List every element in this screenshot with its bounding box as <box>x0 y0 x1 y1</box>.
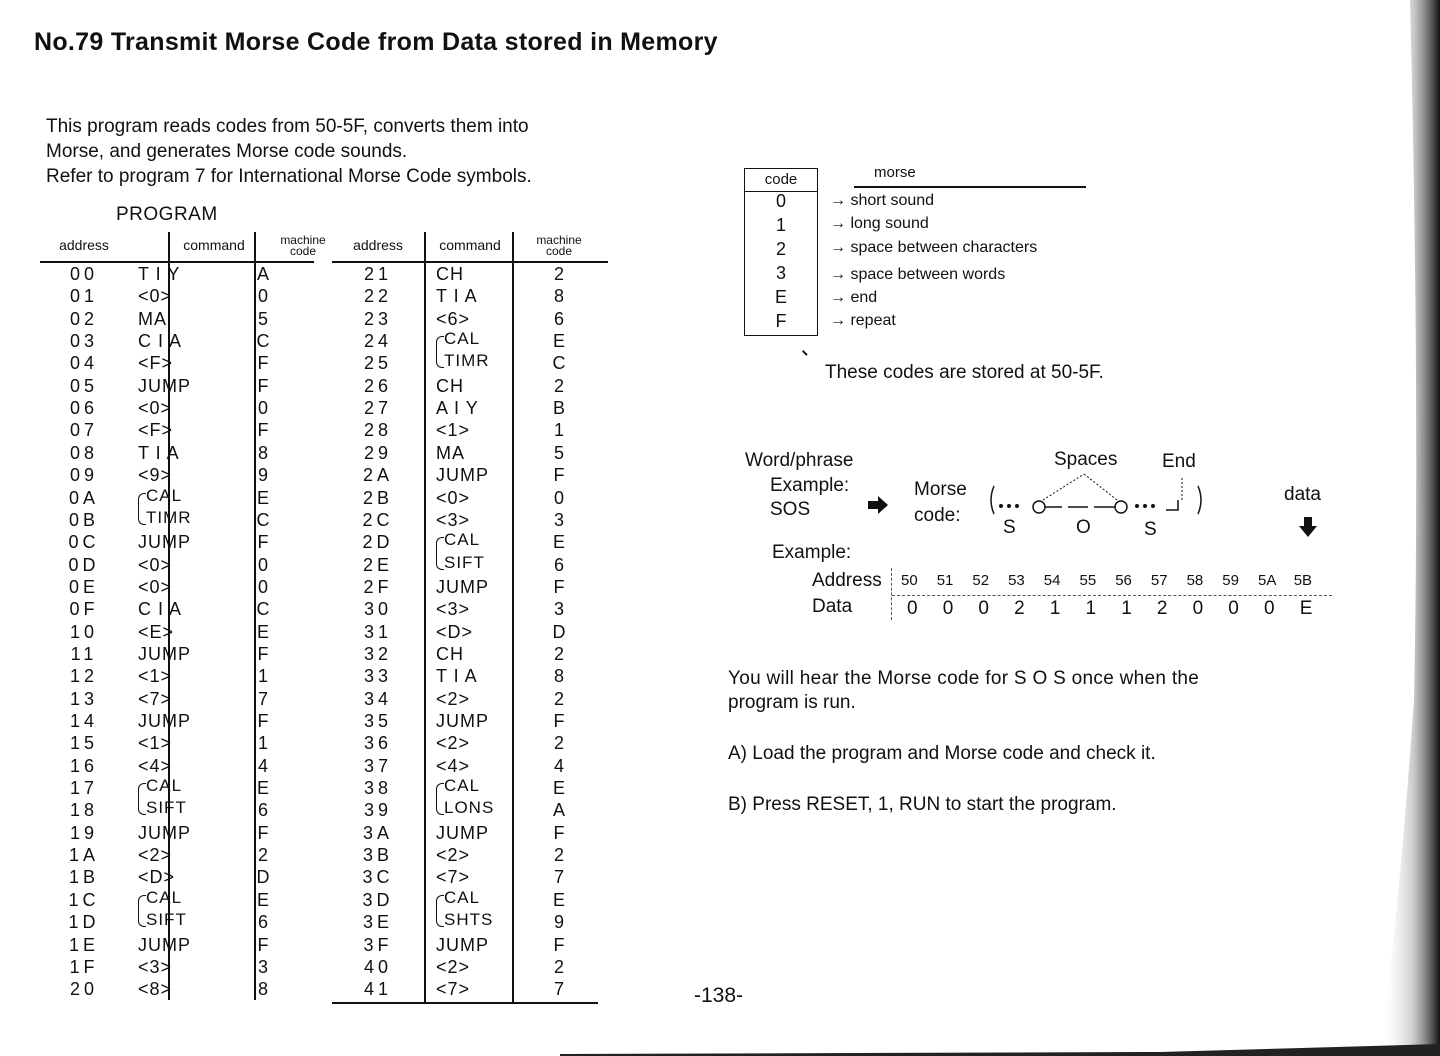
row-address: 06 <box>69 398 99 419</box>
code-value: 1 <box>775 215 786 235</box>
data-row-label: Data <box>812 596 853 617</box>
row-command: TIMR <box>146 507 192 527</box>
row-machine-code: 1 <box>553 420 564 441</box>
row-command: <0> <box>138 286 173 307</box>
word-phrase-label: Word/phrase <box>745 450 854 471</box>
row-command: C I A <box>138 599 183 620</box>
cal-bracket <box>436 783 444 800</box>
cal-bracket <box>138 509 146 525</box>
row-command: <2> <box>436 688 471 709</box>
example-data-value: 2 <box>1014 598 1025 619</box>
row-command: MA <box>436 442 465 463</box>
cal-bracket <box>436 799 444 815</box>
row-machine-code: 3 <box>257 956 268 977</box>
row-address: 34 <box>363 688 393 709</box>
row-machine-code: F <box>257 934 269 955</box>
row-machine-code: 8 <box>553 666 564 687</box>
row-address: 15 <box>69 733 99 754</box>
row-command: <3> <box>436 599 471 620</box>
code-value: 0 <box>775 191 786 211</box>
row-address: 32 <box>363 643 393 664</box>
note-pointer <box>802 350 807 355</box>
description-line: You will hear the Morse code for S O S once when the <box>728 668 1200 689</box>
step-b: B) Press RESET, 1, RUN to start the program. <box>728 794 1117 815</box>
row-machine-code: B <box>552 398 565 419</box>
row-address: 01 <box>69 286 99 307</box>
row-address: 07 <box>69 420 99 441</box>
example-address: 57 <box>1150 572 1168 589</box>
row-machine-code: F <box>257 532 269 553</box>
row-machine-code: 7 <box>257 688 268 709</box>
row-address: 1B <box>68 867 100 888</box>
cal-bracket <box>436 352 444 368</box>
row-command: A I Y <box>436 398 479 419</box>
code-meaning: → space between words <box>830 266 1006 283</box>
code-value: E <box>774 287 787 307</box>
row-machine-code: 4 <box>553 755 564 776</box>
row-address: 0D <box>68 554 100 575</box>
example-data-value: 1 <box>1121 598 1132 619</box>
row-machine-code: 1 <box>257 733 268 754</box>
row-machine-code: 8 <box>553 286 564 307</box>
row-address: 0C <box>68 532 100 553</box>
row-address: 14 <box>69 711 99 731</box>
example-data-value: 0 <box>978 598 989 619</box>
row-machine-code: 2 <box>553 688 564 709</box>
row-command: <3> <box>138 956 173 977</box>
row-address: 09 <box>69 465 99 486</box>
row-command: JUMP <box>436 934 489 955</box>
row-machine-code: 3 <box>553 599 564 620</box>
page-title: No.79 Transmit Morse Code from Data stored in Memory <box>34 28 718 56</box>
code-value: 3 <box>775 263 786 283</box>
sos-morse-diagram <box>984 470 1214 520</box>
morse-letter-s: S <box>1144 519 1157 540</box>
row-command: <2> <box>436 733 471 754</box>
row-machine-code: 7 <box>553 979 564 1000</box>
code-header: code <box>745 169 817 192</box>
code-value: 2 <box>775 239 786 259</box>
row-command: <7> <box>436 979 471 1000</box>
row-command: SIFT <box>146 798 187 818</box>
row-address: 2D <box>362 532 394 553</box>
row-address: 23 <box>363 308 393 329</box>
header-machine: machine <box>280 233 326 247</box>
row-command: JUMP <box>436 465 489 486</box>
row-command: <0> <box>138 554 173 575</box>
row-command: <D> <box>436 621 474 642</box>
step-a: A) Load the program and Morse code and check it. <box>728 743 1156 764</box>
example-divider <box>891 568 892 620</box>
row-command: <2> <box>436 845 471 866</box>
cal-bracket <box>138 911 146 927</box>
example-address: 52 <box>972 572 990 589</box>
cal-bracket <box>436 336 444 353</box>
row-address: 19 <box>69 822 99 843</box>
code-label: code: <box>914 505 961 526</box>
row-address: 0F <box>69 599 99 620</box>
example-row-divider <box>892 595 1332 596</box>
row-machine-code: 2 <box>553 375 564 396</box>
row-command: CH <box>436 643 464 664</box>
data-label: data <box>1284 484 1321 505</box>
row-command: <F> <box>138 353 174 374</box>
row-address: 2C <box>362 509 394 530</box>
morse-header: morse <box>874 164 916 181</box>
row-machine-code: A <box>552 800 565 821</box>
row-address: 00 <box>69 264 99 284</box>
row-command: CAL <box>444 776 481 796</box>
row-address: 0A <box>68 487 100 508</box>
row-command: <1> <box>436 420 471 441</box>
row-machine-code: 5 <box>553 442 564 463</box>
row-address: 3F <box>363 934 393 955</box>
header-command: command <box>439 237 501 253</box>
row-command: JUMP <box>436 576 489 597</box>
page-number: -138- <box>694 984 744 1007</box>
row-machine-code: 0 <box>553 487 564 508</box>
row-address: 3A <box>362 822 394 843</box>
header-code: code <box>545 244 573 258</box>
row-machine-code: E <box>256 487 269 508</box>
row-machine-code: 6 <box>257 912 268 933</box>
row-command: <4> <box>138 755 173 776</box>
example-data-value: 0 <box>1192 598 1204 619</box>
code-meaning: → long sound <box>830 215 929 232</box>
scan-edge-bottom <box>560 1044 1440 1056</box>
row-machine-code: 6 <box>553 554 564 575</box>
row-command: <4> <box>436 755 471 776</box>
row-command: JUMP <box>436 711 489 731</box>
morse-label: Morse <box>914 479 967 500</box>
row-machine-code: 2 <box>553 845 564 866</box>
row-machine-code: F <box>257 353 269 374</box>
row-command: <7> <box>138 688 173 709</box>
row-address: 12 <box>69 666 99 687</box>
row-command: T I Y <box>138 264 181 284</box>
row-machine-code: 2 <box>553 733 564 754</box>
row-command: <0> <box>138 576 173 597</box>
row-command: CH <box>436 264 464 284</box>
row-machine-code: 9 <box>553 912 564 933</box>
example-address: 59 <box>1222 572 1239 589</box>
row-machine-code: E <box>256 889 269 910</box>
row-machine-code: 9 <box>257 465 268 486</box>
row-command: <3> <box>436 509 471 530</box>
row-machine-code: C <box>256 331 270 352</box>
intro-line: This program reads codes from 50-5F, converts them into <box>46 116 529 137</box>
intro-text <box>46 114 532 189</box>
row-address: 08 <box>69 442 99 463</box>
row-command: <0> <box>138 398 173 419</box>
row-command: JUMP <box>138 934 191 955</box>
row-machine-code: F <box>257 420 269 441</box>
row-machine-code: C <box>552 353 566 374</box>
example-address: 51 <box>936 572 954 589</box>
row-address: 1F <box>69 956 99 977</box>
example-address: 50 <box>901 572 918 589</box>
row-machine-code: F <box>257 711 269 731</box>
row-machine-code: E <box>552 331 565 352</box>
row-address: 21 <box>363 264 393 284</box>
row-address: 0B <box>68 509 100 530</box>
row-command: <D> <box>138 867 176 888</box>
row-machine-code: 8 <box>257 442 268 463</box>
row-machine-code: C <box>256 509 270 530</box>
row-address: 20 <box>69 979 99 1000</box>
cal-bracket <box>138 799 146 815</box>
row-command: <8> <box>138 979 173 1000</box>
row-address: 11 <box>70 643 98 664</box>
row-machine-code: 6 <box>553 308 564 329</box>
row-machine-code: E <box>552 889 565 910</box>
example-address: 56 <box>1115 572 1132 589</box>
example-data-value: E <box>1299 598 1313 619</box>
header-address: address <box>59 237 109 253</box>
code-meaning: → repeat <box>830 312 896 329</box>
row-command: JUMP <box>138 532 191 553</box>
row-command: CAL <box>146 485 183 505</box>
row-address: 2E <box>362 554 394 575</box>
header-code: code <box>289 244 317 258</box>
cal-bracket <box>138 783 146 800</box>
example-address: 55 <box>1079 572 1097 589</box>
example-label: Example: <box>770 475 850 496</box>
row-command: CH <box>436 375 464 396</box>
header-address: address <box>353 237 403 253</box>
sos-word: SOS <box>770 499 811 520</box>
header-command: command <box>183 237 245 253</box>
example-data-value: 1 <box>1049 598 1061 619</box>
row-command: LONS <box>444 798 495 818</box>
row-machine-code: D <box>256 867 270 888</box>
row-machine-code: E <box>256 778 269 799</box>
row-machine-code: 8 <box>257 979 268 1000</box>
example-address: 53 <box>1008 572 1025 589</box>
row-address: 41 <box>363 979 393 1000</box>
example-data-value: 0 <box>1264 598 1275 619</box>
row-address: 3B <box>362 845 394 866</box>
code-meaning: → end <box>830 289 878 306</box>
row-command: JUMP <box>138 711 191 731</box>
row-command: T I A <box>436 666 478 687</box>
row-machine-code: 2 <box>553 264 564 284</box>
code-meaning: → space between characters <box>830 239 1038 256</box>
row-address: 13 <box>69 688 99 709</box>
row-machine-code: 6 <box>257 800 268 821</box>
row-machine-code: E <box>552 778 565 799</box>
code-meaning: → short sound <box>830 192 935 209</box>
row-address: 1A <box>68 845 100 866</box>
row-address: 29 <box>363 442 393 463</box>
row-command: <6> <box>436 308 471 329</box>
cal-bracket <box>138 493 146 510</box>
row-command: MA <box>138 308 167 329</box>
cal-bracket <box>436 895 444 912</box>
example2-label: Example: <box>772 542 852 563</box>
row-address: 3D <box>362 889 394 910</box>
intro-line: Refer to program 7 for International Morse Code symbols. <box>46 166 532 187</box>
row-command: TIMR <box>444 351 490 371</box>
cal-bracket <box>138 895 146 912</box>
row-machine-code: E <box>256 621 269 642</box>
row-machine-code: E <box>552 532 565 553</box>
row-command: SIFT <box>146 910 187 930</box>
cal-bracket <box>436 537 444 554</box>
row-address: 2A <box>362 465 394 486</box>
row-machine-code: 2 <box>553 956 564 977</box>
row-command: JUMP <box>436 822 489 843</box>
description-line: program is run. <box>728 692 856 713</box>
example-data-value: 0 <box>1228 598 1239 619</box>
program-label: PROGRAM <box>116 204 218 225</box>
row-command: SIFT <box>444 552 485 572</box>
example-data-value: 2 <box>1156 598 1168 619</box>
row-machine-code: 3 <box>553 509 564 530</box>
row-address: 2B <box>362 487 394 508</box>
row-command: <7> <box>436 867 471 888</box>
row-address: 28 <box>363 420 393 441</box>
row-command: <E> <box>138 621 175 642</box>
row-machine-code: 2 <box>257 845 268 866</box>
row-machine-code: F <box>553 711 565 731</box>
row-address: 24 <box>363 331 393 352</box>
intro-line: Morse, and generates Morse code sounds. <box>46 141 408 162</box>
row-machine-code: F <box>257 375 269 396</box>
row-address: 04 <box>69 353 99 374</box>
row-command: <1> <box>138 666 173 687</box>
scan-edge-shadow <box>1370 0 1440 1056</box>
example-address: 5B <box>1293 572 1313 589</box>
row-command: CAL <box>444 887 481 907</box>
end-label: End <box>1162 451 1196 472</box>
cal-bracket <box>436 911 444 927</box>
row-command: <0> <box>436 487 471 508</box>
row-address: 27 <box>363 398 393 419</box>
row-command: <1> <box>138 733 173 754</box>
row-address: 03 <box>69 331 99 352</box>
row-address: 33 <box>363 666 393 687</box>
row-address: 17 <box>69 778 99 799</box>
storage-note: These codes are stored at 50-5F. <box>825 362 1104 383</box>
row-address: 16 <box>69 755 99 776</box>
row-command: <2> <box>436 956 471 977</box>
row-machine-code: 0 <box>257 576 268 597</box>
spaces-label: Spaces <box>1054 449 1118 470</box>
column-divider <box>424 232 426 1002</box>
down-arrow-icon <box>1298 516 1318 538</box>
right-arrow-icon <box>866 494 890 516</box>
example-data-value: 1 <box>1085 598 1097 619</box>
row-address: 10 <box>69 621 99 642</box>
row-address: 31 <box>363 621 393 642</box>
row-command: JUMP <box>138 375 191 396</box>
row-command: CAL <box>146 776 183 796</box>
morse-header-underline <box>854 186 1086 188</box>
address-label: Address <box>812 570 882 591</box>
row-command: <F> <box>138 420 174 441</box>
column-divider <box>512 232 514 1002</box>
row-command: T I A <box>138 442 180 463</box>
row-machine-code: D <box>552 621 566 642</box>
row-address: 1C <box>68 889 100 910</box>
code-value: F <box>775 311 787 331</box>
row-command: JUMP <box>138 643 191 664</box>
row-machine-code: 4 <box>257 755 268 776</box>
row-address: 02 <box>69 308 99 329</box>
row-machine-code: F <box>553 465 565 486</box>
morse-letter-s: S <box>1003 517 1016 538</box>
row-address: 05 <box>69 375 99 396</box>
row-address: 36 <box>363 733 393 754</box>
row-command: <9> <box>138 465 173 486</box>
row-command: <2> <box>138 845 173 866</box>
row-machine-code: 0 <box>257 398 268 419</box>
row-address: 2F <box>363 576 393 597</box>
row-address: 0E <box>68 576 100 597</box>
row-machine-code: F <box>257 643 269 664</box>
row-address: 26 <box>363 375 393 396</box>
table-bottom-line <box>332 1002 598 1004</box>
row-command: JUMP <box>138 822 191 843</box>
row-machine-code: F <box>553 934 565 955</box>
row-address: 39 <box>363 800 393 821</box>
row-machine-code: 2 <box>553 643 564 664</box>
example-address: 58 <box>1186 572 1204 589</box>
row-command: CAL <box>444 530 481 550</box>
code-legend-box <box>744 168 818 336</box>
row-address: 30 <box>363 599 393 620</box>
row-command: C I A <box>138 331 183 352</box>
row-machine-code: 0 <box>257 554 268 575</box>
cal-bracket <box>436 554 444 570</box>
header-machine: machine <box>536 233 582 247</box>
row-machine-code: 0 <box>257 286 268 307</box>
row-machine-code: F <box>553 576 565 597</box>
row-machine-code: F <box>257 822 269 843</box>
row-machine-code: 5 <box>257 308 268 329</box>
example-data-value: 0 <box>942 598 954 619</box>
row-address: 22 <box>363 286 393 307</box>
row-address: 18 <box>69 800 99 821</box>
row-command: CAL <box>444 329 481 349</box>
row-machine-code: 7 <box>553 867 564 888</box>
row-address: 3C <box>362 867 394 888</box>
row-address: 25 <box>363 353 393 374</box>
row-command: CAL <box>146 887 183 907</box>
row-address: 3E <box>362 912 394 933</box>
row-address: 38 <box>363 778 393 799</box>
row-machine-code: 1 <box>257 666 268 687</box>
row-machine-code: C <box>256 599 270 620</box>
morse-letter-o: O <box>1076 517 1091 538</box>
example-address: 5A <box>1258 572 1277 589</box>
example-data-value: 0 <box>907 598 918 619</box>
row-address: 37 <box>363 755 393 776</box>
row-address: 35 <box>363 711 393 731</box>
row-command: SHTS <box>444 910 494 930</box>
row-machine-code: F <box>553 822 565 843</box>
example-address: 54 <box>1043 572 1061 589</box>
row-command: T I A <box>436 286 478 307</box>
row-address: 40 <box>363 956 393 977</box>
row-machine-code: A <box>256 264 269 284</box>
row-address: 1D <box>68 912 100 933</box>
row-address: 1E <box>68 934 100 955</box>
